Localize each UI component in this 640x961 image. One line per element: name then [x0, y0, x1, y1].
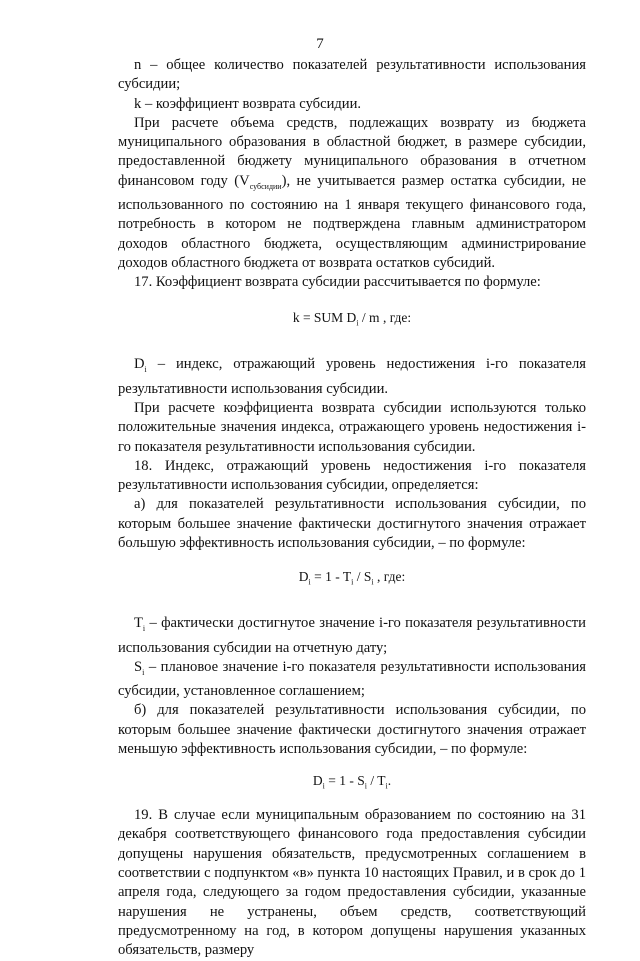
formula-di-a: $D_i = 1 - T_i / S_i$ , где: [298, 569, 406, 588]
document-body [118, 56, 586, 961]
paragraph-si-definition: $S_i$ – плановое значение i-го показателя результативности использования субсидии, установленное соглашением; [118, 658, 586, 700]
formula-k: k = SUM $D_i$ / m , где: [292, 310, 412, 329]
paragraph-ti-definition: $T_i$ – фактически достигнутое значение i-го показателя результативности использования субсидии на отчетную дату; [118, 615, 586, 656]
paragraph-k-definition: k – коэффициент возврата субсидии. [134, 95, 362, 112]
paragraph-positive-values: При расчете коэффициента возврата субсидии используются только положительные значения индекса, отражающего уровень недостижения i-го показателя результативности использования субсидии. [118, 399, 586, 455]
paragraph-18b: б) для показателей результативности использования субсидии, по которым большее значение фактически достигнутого значения отражает меньшую эффективность использования субсидии, – по формуле: [118, 702, 586, 757]
paragraph-n-definition: n – общее количество показателей результативности использования субсидии; [118, 57, 586, 93]
formula-di-b: $D_i = 1 - S_i / T_i$. [312, 773, 392, 791]
paragraph-18a: а) для показателей результативности использования субсидии, по которым большее значение фактически достигнутого значения отражает большую эффективность использования субсидии, – по формуле: [118, 496, 586, 552]
paragraph-19: 19. В случае если муниципальным образованием по состоянию на 31 декабря соответствующего финансового года предоставления субсидии допущены нарушения обязательств, предусмотренных соглашением в соответствии с подпунктом «в» пункта 10 настоящих Правил, и в срок до 1 апреля года, следующего за годом предоставления субсидии, указанные нарушения не устранены, объем средств, соответствующий предусмотренному на год, в котором допущены нарушения указанных обязательств, размеру [118, 807, 586, 959]
paragraph-17: 17. Коэффициент возврата субсидии рассчитывается по формуле: [134, 274, 541, 291]
page-number: 7 [316, 36, 324, 52]
paragraph-18: 18. Индекс, отражающий уровень недостижения i-го показателя результативности использования субсидии, определяется: [118, 457, 586, 494]
paragraph-calculation-note: При расчете объема средств, подлежащих возврату из бюджета муниципального образования в областной бюджет, в размере субсидии, предоставленной бюджету муниципального образования в отчетном финансовом году $(V_{субсидии})$, не учитывается размер остатка субсидии, не использованного по состоянию на 1 января текущего финансового года, потребность в котором не подтверждена главным администратором доходов областного бюджета, осуществляющим администрирование доходов областного бюджета от возврата остатков субсидий. [118, 114, 587, 271]
paragraph-di-definition: $D_i$ – индекс, отражающий уровень недостижения i-го показателя результативности использования субсидии. [118, 356, 586, 397]
